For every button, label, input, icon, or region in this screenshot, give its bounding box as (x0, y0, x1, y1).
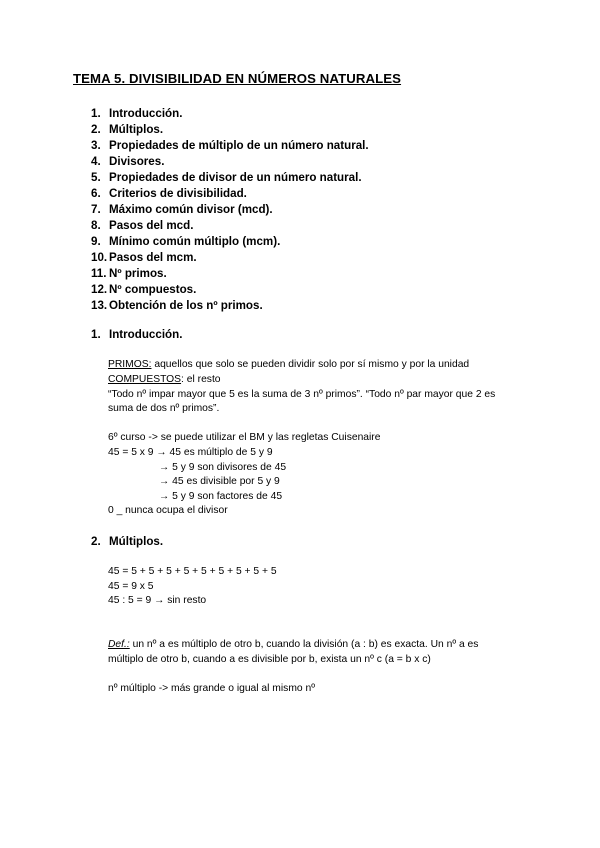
quote-line: suma de dos nº primos”. (108, 403, 220, 414)
compuestos-term: COMPUESTOS (108, 374, 182, 385)
toc-label: Mínimo común múltiplo (mcm). (109, 235, 281, 248)
toc-label: Divisores. (109, 155, 165, 168)
toc-label: Máximo común divisor (mcd). (109, 203, 273, 216)
division-line: 45 : 5 = 9 → sin resto (108, 595, 207, 606)
equation-line: 45 = 5 x 9 → 45 es múltiplo de 5 y 9 (108, 447, 273, 458)
toc-number: 6. (91, 187, 101, 200)
arrow-line: → 5 y 9 son factores de 45 (159, 491, 283, 502)
toc-item (91, 170, 369, 186)
quote-line: “Todo nº impar mayor que 5 es la suma de 3 nº primos”. “Todo nº par mayor que 2 es (108, 389, 496, 400)
final-note: nº múltiplo -> más grande o igual al mismo nº (108, 683, 315, 694)
page-title: TEMA 5. DIVISIBILIDAD EN NÚMEROS NATURALES (73, 71, 402, 86)
section-heading-multiplos (91, 535, 163, 548)
toc-number: 1. (91, 107, 101, 120)
toc-number: 13. (91, 299, 108, 312)
toc-label: Pasos del mcm. (109, 251, 197, 264)
toc-number: 8. (91, 219, 101, 232)
toc-item (91, 186, 369, 202)
toc-item (91, 106, 369, 122)
toc-item (91, 250, 369, 266)
curso-line: 6º curso -> se puede utilizar el BM y las regletas Cuisenaire (108, 432, 381, 443)
compuestos-text: : el resto (181, 374, 221, 385)
sum-line: 45 = 5 + 5 + 5 + 5 + 5 + 5 + 5 + 5 + 5 (108, 566, 277, 577)
toc-number: 11. (91, 267, 107, 280)
primos-definition (108, 358, 469, 373)
definition-line: múltiplo de otro b, cuando a es divisible por b, exista un nº c (a = b x c) (108, 654, 431, 665)
toc-item (91, 234, 369, 250)
toc-number: 5. (91, 171, 101, 184)
toc-label: Propiedades de múltiplo de un número natural. (109, 139, 369, 152)
toc-item (91, 282, 369, 298)
toc-number: 3. (91, 139, 101, 152)
toc-number: 9. (91, 235, 101, 248)
toc-number: 7. (91, 203, 101, 216)
toc-item (91, 154, 369, 170)
toc-label: Obtención de los nº primos. (109, 299, 263, 312)
definition-line (108, 638, 478, 653)
primos-text: aquellos que solo se pueden dividir solo por sí mismo y por la unidad (151, 359, 470, 370)
section-number: 1. (91, 328, 101, 341)
toc-label: Nº compuestos. (109, 283, 197, 296)
product-line: 45 = 9 x 5 (108, 581, 154, 592)
toc-item (91, 298, 369, 314)
toc-number: 12. (91, 283, 108, 296)
section-title: Múltiplos. (109, 535, 164, 548)
section-number: 2. (91, 535, 101, 548)
toc-number: 2. (91, 123, 101, 136)
toc-label: Múltiplos. (109, 123, 164, 136)
table-of-contents (91, 106, 369, 314)
definition-term: Def.: (108, 639, 130, 650)
toc-item (91, 138, 369, 154)
toc-number: 10. (91, 251, 108, 264)
toc-label: Nº primos. (109, 267, 167, 280)
toc-item (91, 202, 369, 218)
zero-note: 0 _ nunca ocupa el divisor (108, 505, 228, 516)
section-heading-introduccion (91, 328, 182, 341)
toc-item (91, 122, 369, 138)
arrow-line: → 5 y 9 son divisores de 45 (159, 462, 287, 473)
definition-text: un nº a es múltiplo de otro b, cuando la división (a : b) es exacta. Un nº a es (129, 639, 479, 650)
toc-item (91, 218, 369, 234)
compuestos-definition (108, 373, 221, 388)
section-title: Introducción. (109, 328, 183, 341)
primos-term: PRIMOS: (108, 359, 152, 370)
arrow-line: → 45 es divisible por 5 y 9 (159, 476, 280, 487)
toc-label: Pasos del mcd. (109, 219, 194, 232)
toc-number: 4. (91, 155, 101, 168)
toc-label: Propiedades de divisor de un número natural. (109, 171, 362, 184)
toc-item (91, 266, 369, 282)
toc-label: Introducción. (109, 107, 183, 120)
toc-label: Criterios de divisibilidad. (109, 187, 247, 200)
